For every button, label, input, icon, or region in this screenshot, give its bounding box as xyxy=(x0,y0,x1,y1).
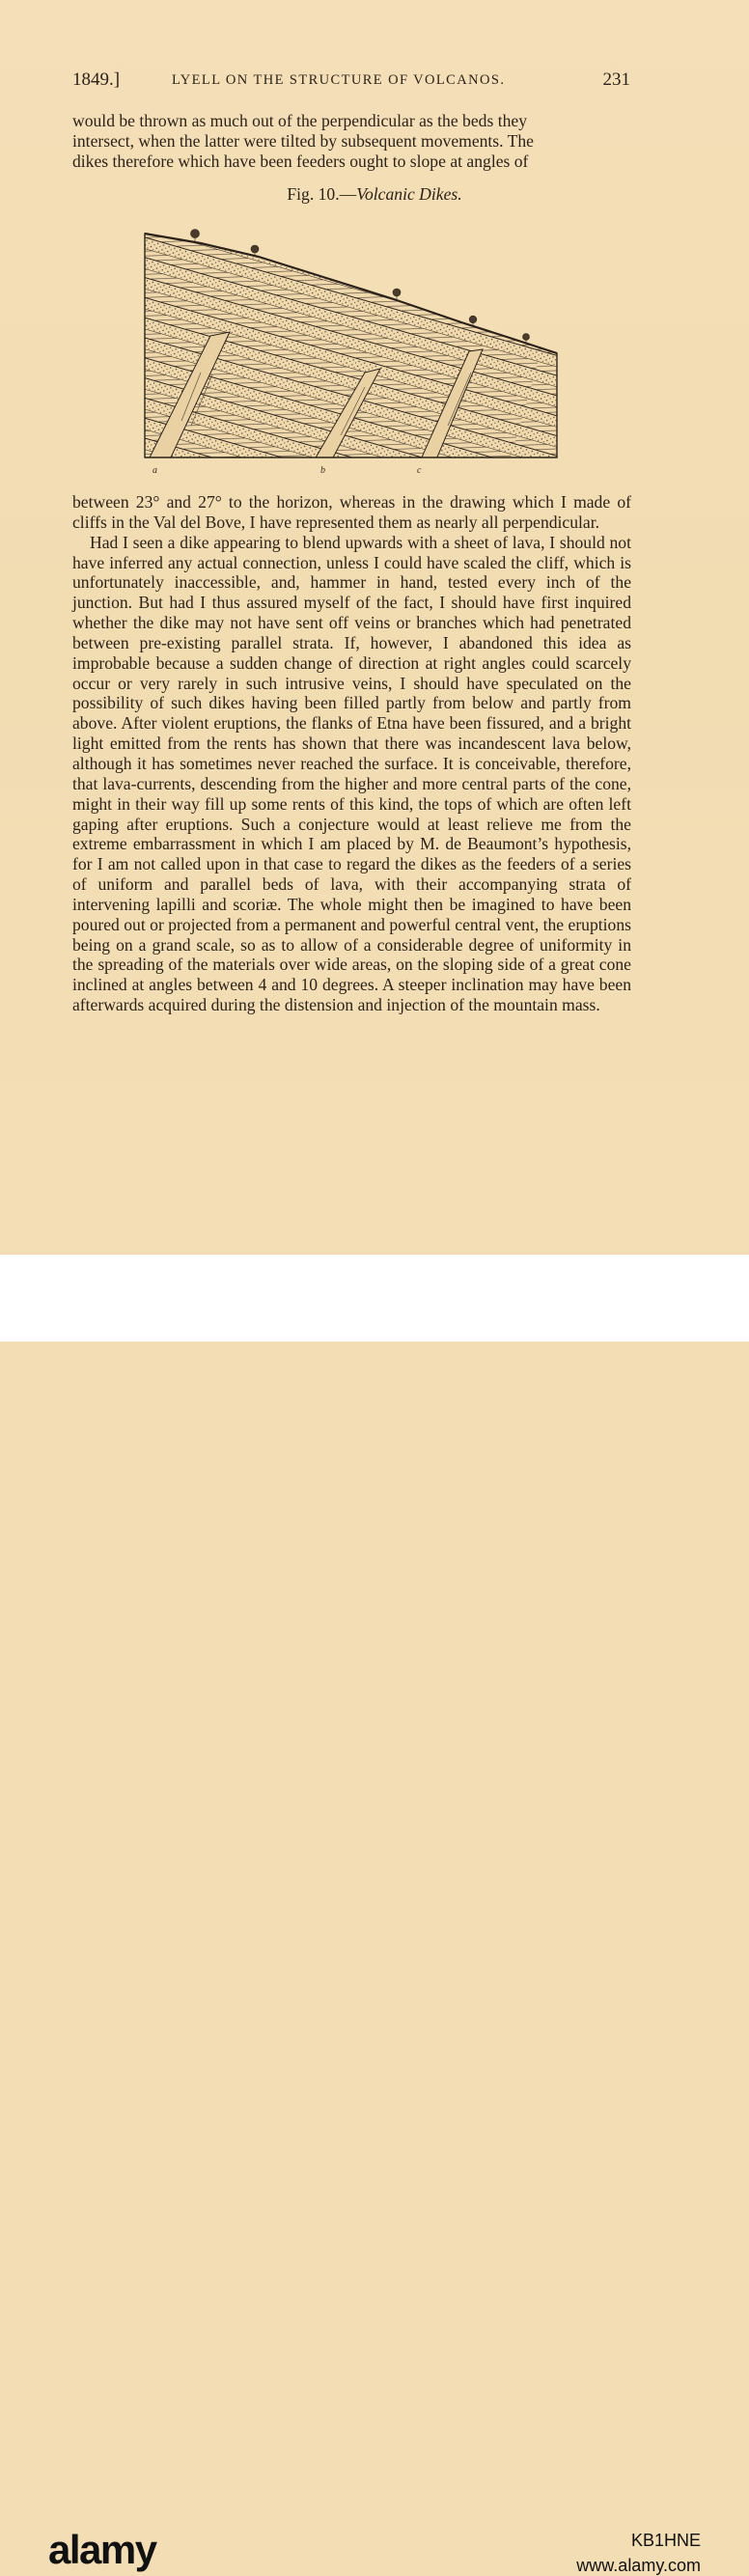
top-line-2: intersect, when the latter were tilted by subsequent movements. The xyxy=(72,130,534,151)
page-number: 231 xyxy=(602,69,630,90)
top-line-1: would be thrown as much out of the perpendicular as the beds they xyxy=(72,111,527,130)
figure-caption xyxy=(0,184,749,205)
figure-caption-title: Volcanic Dikes. xyxy=(356,184,462,204)
top-line-3: dikes therefore which have been feeders ought to slope at angles of xyxy=(72,151,529,171)
figure-caption-prefix: Fig. 10.— xyxy=(287,184,357,204)
volcanic-dikes-figure xyxy=(143,228,560,459)
running-title: LYELL ON THE STRUCTURE OF VOLCANOS. xyxy=(172,72,506,88)
continuation-paragraph: between 23° and 27° to the horizon, whereas in the drawing which I made of cliffs in the Val del Bove, I have represented them as nearly all perpendicular. xyxy=(72,492,631,532)
site-url: www.alamy.com xyxy=(576,2556,701,2575)
shrub-1 xyxy=(191,230,200,242)
running-header xyxy=(72,69,632,95)
alamy-logo: alamy xyxy=(48,2527,156,2572)
figure-label-b: b xyxy=(320,465,325,476)
watermark-footer xyxy=(0,1255,749,2575)
book-page xyxy=(0,0,749,1255)
figure-label-c: c xyxy=(417,465,422,476)
image-id: KB1HNE xyxy=(630,2531,701,2550)
strata-block xyxy=(143,228,560,459)
figure-label-a: a xyxy=(153,465,157,476)
body-text xyxy=(72,492,631,1015)
header-year: 1849.] xyxy=(72,69,121,90)
main-paragraph: Had I seen a dike appearing to blend upwards with a sheet of lava, I should not have inferred any actual connection, unless I could have scaled the cliff, which is unfortunately inaccessible, and, hammer in hand, tested every inch of the junction. But had I thus assured myself of the fact, I should have first inquired whether the dike may not have sent off veins or branches which had penetrated between pre-existing parallel strata. If, however, I abandoned this idea as improbable because a sudden change of direction at right angles could scarcely occur or very rarely in such intrusive veins, I should have speculated on the possibility of such dikes having been filled partly from below and partly from above. After violent eruptions, the flanks of Etna have been fissured, and a bright light emitted from the rents has shown that there was incandescent lava below, although it has sometimes never reached the surface. It is conceivable, therefore, that lava-currents, descending from the higher and more central parts of the cone, might in their way fill up some rents of this kind, the tops of which are often left gaping after eruptions. Such a conjecture would at least relieve me from the extreme embarrassment in which I am placed by M. de Beaumont’s hypothesis, for I am not called upon in that case to regard the dikes as the feeders of a series of uniform and parallel beds of lava, with their accompanying strata of intervening lapilli and scoriæ. The whole might then be imagined to have been poured out or projected from a permanent and powerful central vent, the eruptions being on a grand scale, so as to allow of a considerable degree of uniformity in the spreading of the materials over wide areas, on the sloping side of a great cone inclined at angles between 4 and 10 degrees. A steeper inclination may have been afterwards acquired during the distension and injection of the mountain mass. xyxy=(72,532,631,1015)
top-paragraph xyxy=(72,111,631,172)
